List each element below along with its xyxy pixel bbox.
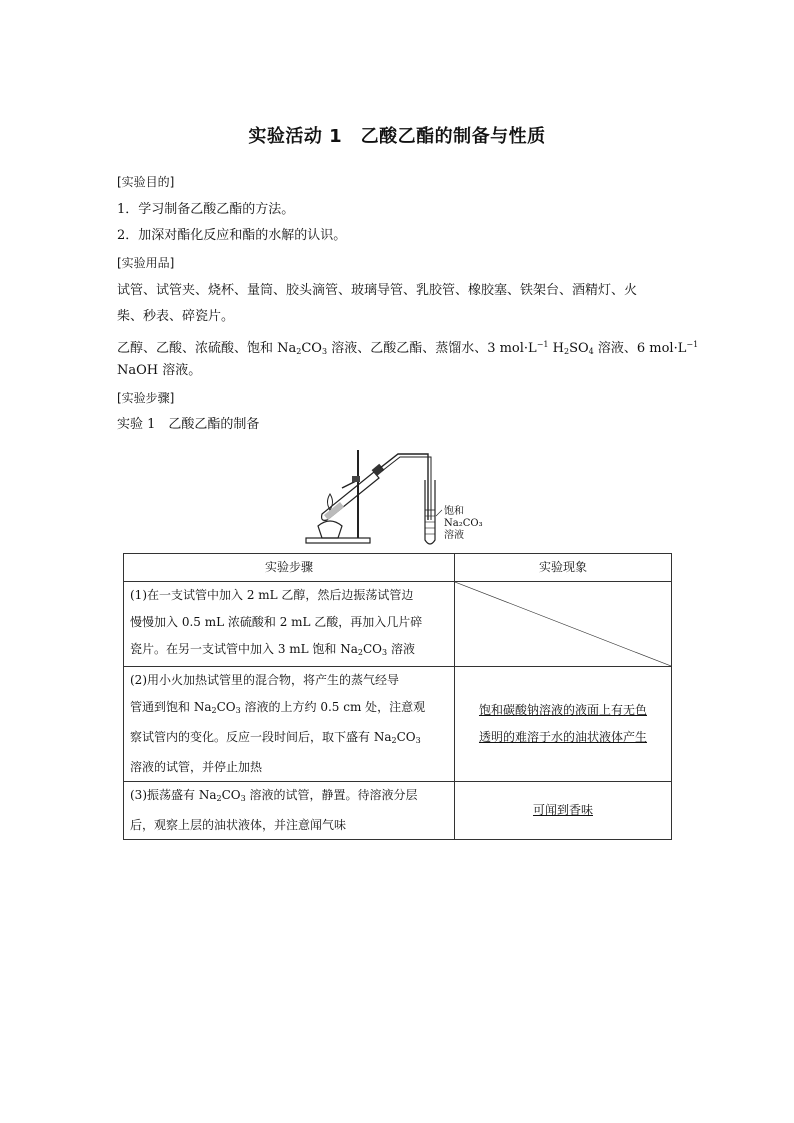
header-observation: 实验现象 — [455, 554, 672, 582]
apparatus-drawing — [300, 440, 500, 548]
diagonal-line — [455, 582, 671, 666]
purpose-item-1: 1．学习制备乙酸乙酯的方法。 — [117, 202, 295, 217]
observation-3-cell: 可闻到香味 — [455, 782, 672, 840]
figure-label-3: 溶液 — [444, 530, 464, 541]
materials-line-2: 柴、秒表、碎瓷片。 — [117, 309, 235, 324]
experiment-table — [123, 553, 672, 840]
reagents-line-1: 乙醇、乙酸、浓硫酸、饱和 $Na_2CO_3$ 溶液、乙酸乙酯、蒸馏水、3 $mol\cdot L^{-1}$ $H_2SO_4$ 溶液、6 $mol\cdot L^{-1}$ — [117, 340, 699, 356]
table-header-row — [124, 554, 672, 582]
table-row — [124, 782, 672, 840]
step-3-cell: (3)振荡盛有 $Na_2CO_3$ 溶液的试管，静置。待溶液分层 后，观察上层的油状液体，并注意闻气味 — [124, 782, 455, 840]
apparatus-figure — [300, 440, 500, 548]
empty-diagonal-cell — [455, 582, 672, 667]
step-2-cell: (2)用小火加热试管里的混合物，将产生的蒸气经导 管通到饱和 $Na_2CO_3$ 溶液的上方约 0.5 cm 处，注意观 察试管内的变化。反应一段时间后，取下盛有 $Na_2CO_3$ 溶液的试管，并停止加热 — [124, 667, 455, 782]
reagents-line-2: NaOH 溶液。 — [117, 363, 202, 378]
purpose-header: [实验目的] — [117, 175, 175, 189]
header-step: 实验步骤 — [124, 554, 455, 582]
page-title: 实验活动 1 乙酸乙酯的制备与性质 — [248, 126, 546, 147]
purpose-item-2: 2．加深对酯化反应和酯的水解的认识。 — [117, 228, 347, 243]
materials-header: [实验用品] — [117, 256, 175, 270]
table-row — [124, 582, 672, 667]
step-1-cell: (1)在一支试管中加入 2 mL 乙醇，然后边振荡试管边 慢慢加入 0.5 mL 浓硫酸和 2 mL 乙酸，再加入几片碎 瓷片。在另一支试管中加入 3 mL 饱和 $Na_2CO_3$ 溶液 — [124, 582, 455, 667]
materials-line-1: 试管、试管夹、烧杯、量筒、胶头滴管、玻璃导管、乳胶管、橡胶塞、铁架台、酒精灯、火 — [117, 283, 638, 298]
figure-label-2: Na₂CO₃ — [444, 518, 483, 529]
observation-2-cell: 饱和碳酸钠溶液的液面上有无色 透明的难溶于水的油状液体产生 — [455, 667, 672, 782]
steps-header: [实验步骤] — [117, 391, 175, 405]
table-row — [124, 667, 672, 782]
figure-label-1: 饱和 — [444, 506, 464, 517]
experiment-1-label: 实验 1 乙酸乙酯的制备 — [117, 417, 260, 432]
